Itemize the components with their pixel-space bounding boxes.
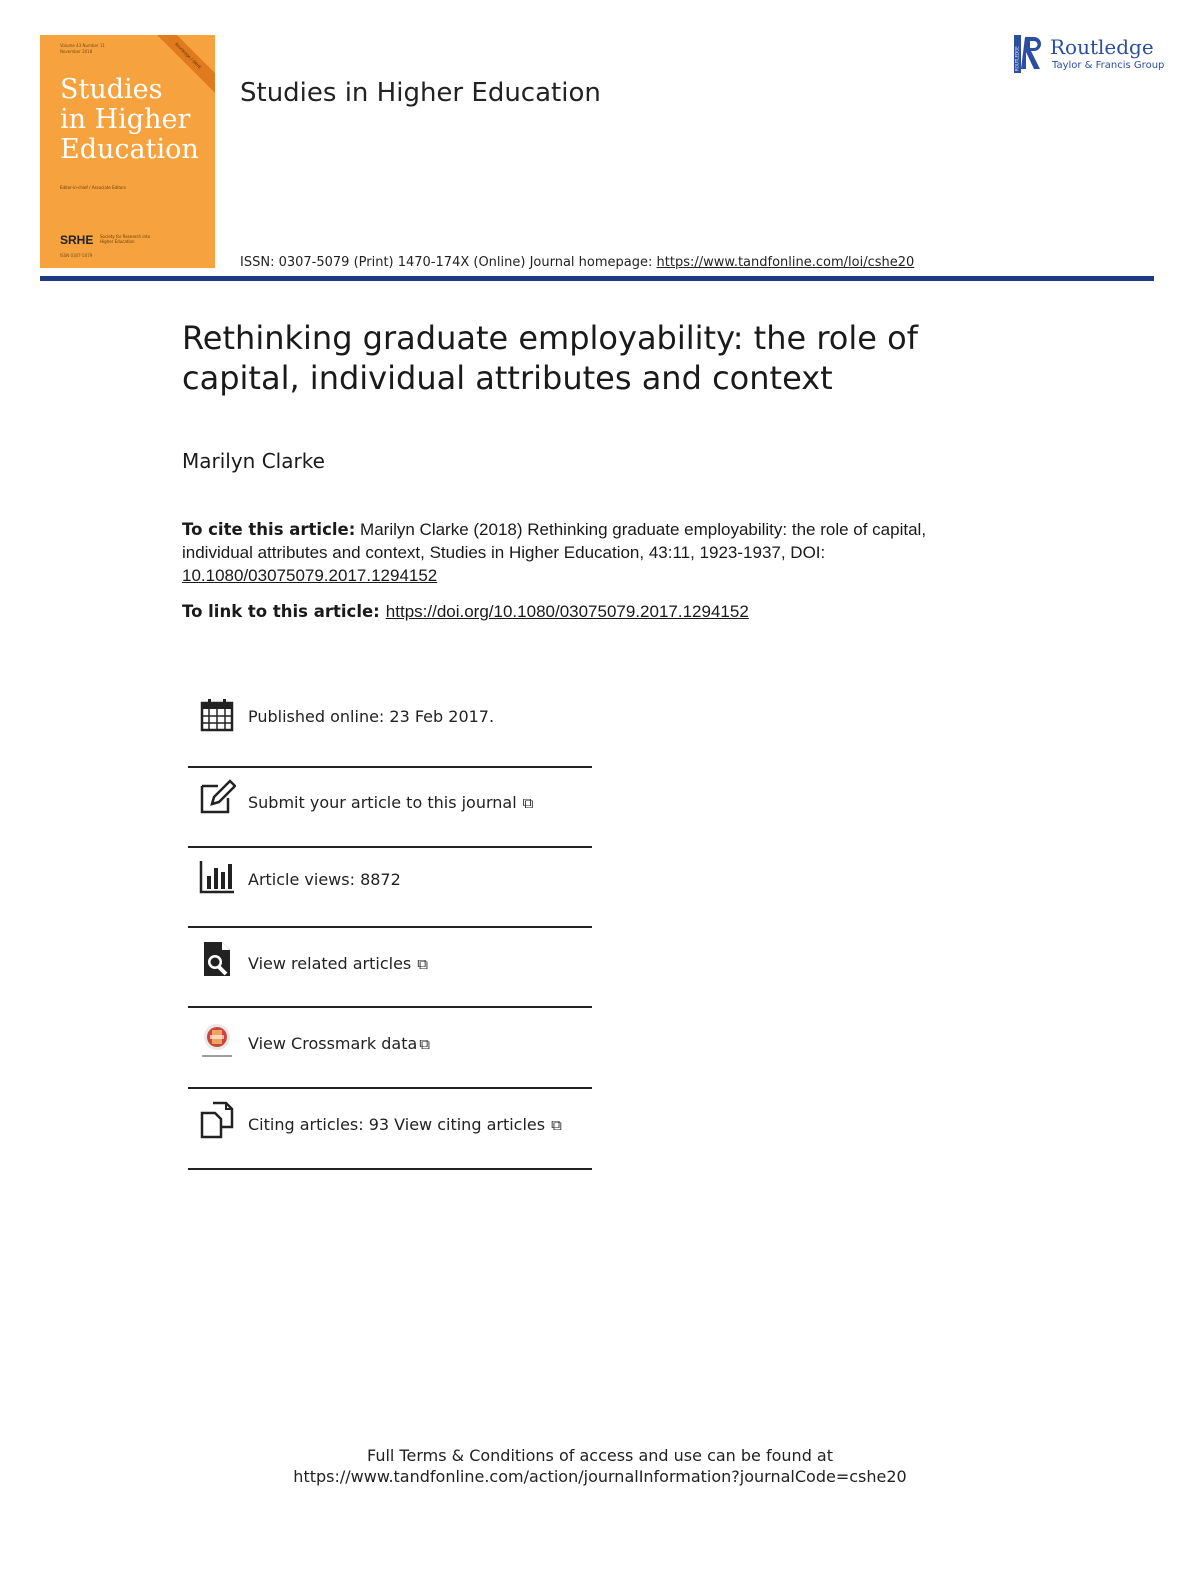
cover-issn: ISSN 0307-5079 bbox=[60, 253, 93, 258]
issn-text: ISSN: 0307-5079 (Print) 1470-174X (Online) Journal homepage: bbox=[240, 255, 657, 270]
cover-title-line: in Higher bbox=[60, 104, 191, 135]
document-search-icon bbox=[198, 940, 236, 978]
row-divider bbox=[188, 1087, 592, 1089]
article-link-line bbox=[182, 602, 749, 622]
article-link-label: To link to this article: bbox=[182, 602, 380, 621]
publisher-mark-text: ROUTLEDGE bbox=[1014, 46, 1020, 71]
cover-editors: Editor-in-chief / Associate Editors bbox=[60, 185, 127, 190]
citation-text: Marilyn Clarke (2018) Rethinking graduate employability: the role of capital, individual attributes and context, Studies in Higher Education, 43:11, 1923-1937, DOI: bbox=[182, 520, 927, 562]
header-divider bbox=[40, 276, 1154, 281]
footer-terms-text: Full Terms & Conditions of access and use can be found at bbox=[366, 1446, 834, 1465]
journal-homepage-link[interactable]: https://www.tandfonline.com/loi/cshe20 bbox=[656, 255, 915, 270]
article-doi-url[interactable]: https://doi.org/10.1080/03075079.2017.1294152 bbox=[385, 602, 749, 621]
row-divider bbox=[188, 1168, 592, 1170]
citing-articles-link[interactable] bbox=[248, 1115, 562, 1134]
bar-chart-icon bbox=[198, 858, 236, 896]
citing-articles-row[interactable] bbox=[188, 1097, 592, 1157]
article-views-text: Article views: 8872 bbox=[248, 870, 401, 889]
external-link-icon: ⧉ bbox=[551, 1116, 562, 1134]
article-views-row bbox=[188, 856, 592, 916]
related-articles-row[interactable] bbox=[188, 936, 592, 996]
external-link-icon: ⧉ bbox=[522, 794, 534, 812]
cover-ribbon: Routledge / SRHE bbox=[151, 35, 215, 93]
issn-line bbox=[240, 255, 914, 270]
external-link-icon: ⧉ bbox=[419, 1035, 430, 1053]
row-divider bbox=[188, 926, 592, 928]
publisher-subtitle: Taylor & Francis Group bbox=[1052, 60, 1165, 71]
published-online-text: Published online: 23 Feb 2017. bbox=[248, 707, 495, 726]
cover-srhe-logo: SRHE bbox=[60, 233, 94, 247]
related-articles-link[interactable] bbox=[248, 954, 428, 973]
citing-articles-text: Citing articles: 93 View citing articles bbox=[248, 1115, 546, 1134]
external-link-icon: ⧉ bbox=[417, 955, 428, 973]
submit-article-link[interactable] bbox=[248, 793, 533, 812]
related-articles-text: View related articles bbox=[248, 954, 412, 973]
footer-terms-url[interactable]: https://www.tandfonline.com/action/journalInformation?journalCode=cshe20 bbox=[293, 1467, 907, 1486]
publisher-name: Routledge bbox=[1050, 35, 1154, 59]
journal-cover-image bbox=[40, 35, 215, 268]
routledge-r-icon bbox=[1014, 33, 1046, 75]
article-title: Rethinking graduate employability: the role of capital, individual attributes and context bbox=[182, 319, 918, 397]
submit-article-text: Submit your article to this journal bbox=[248, 793, 517, 812]
crossmark-link[interactable] bbox=[248, 1034, 430, 1053]
cover-title bbox=[60, 75, 210, 165]
crossmark-row[interactable] bbox=[188, 1016, 592, 1076]
footer bbox=[0, 1445, 1200, 1487]
cover-title-line: Education bbox=[60, 134, 199, 165]
publisher-logo[interactable] bbox=[1014, 33, 1164, 75]
crossmark-text: View Crossmark data bbox=[248, 1034, 418, 1053]
row-divider bbox=[188, 1006, 592, 1008]
article-author: Marilyn Clarke bbox=[182, 449, 325, 473]
calendar-icon bbox=[198, 696, 236, 734]
citing-articles-icon bbox=[198, 1101, 236, 1139]
citation-label: To cite this article: bbox=[182, 520, 356, 539]
citation-block bbox=[182, 518, 982, 587]
cover-title-line: Studies bbox=[60, 74, 163, 105]
cover-srhe-subtitle: Society for Research into Higher Education bbox=[100, 234, 151, 244]
citation-doi-link[interactable]: 10.1080/03075079.2017.1294152 bbox=[182, 566, 438, 585]
published-online-row bbox=[188, 696, 592, 738]
row-divider bbox=[188, 846, 592, 848]
crossmark-icon bbox=[198, 1022, 236, 1060]
edit-icon bbox=[198, 778, 236, 816]
row-divider bbox=[188, 766, 592, 768]
submit-article-row[interactable] bbox=[188, 776, 592, 836]
journal-title: Studies in Higher Education bbox=[240, 78, 601, 108]
cover-volume-text: Volume 43 Number 11 November 2018 bbox=[60, 43, 105, 54]
